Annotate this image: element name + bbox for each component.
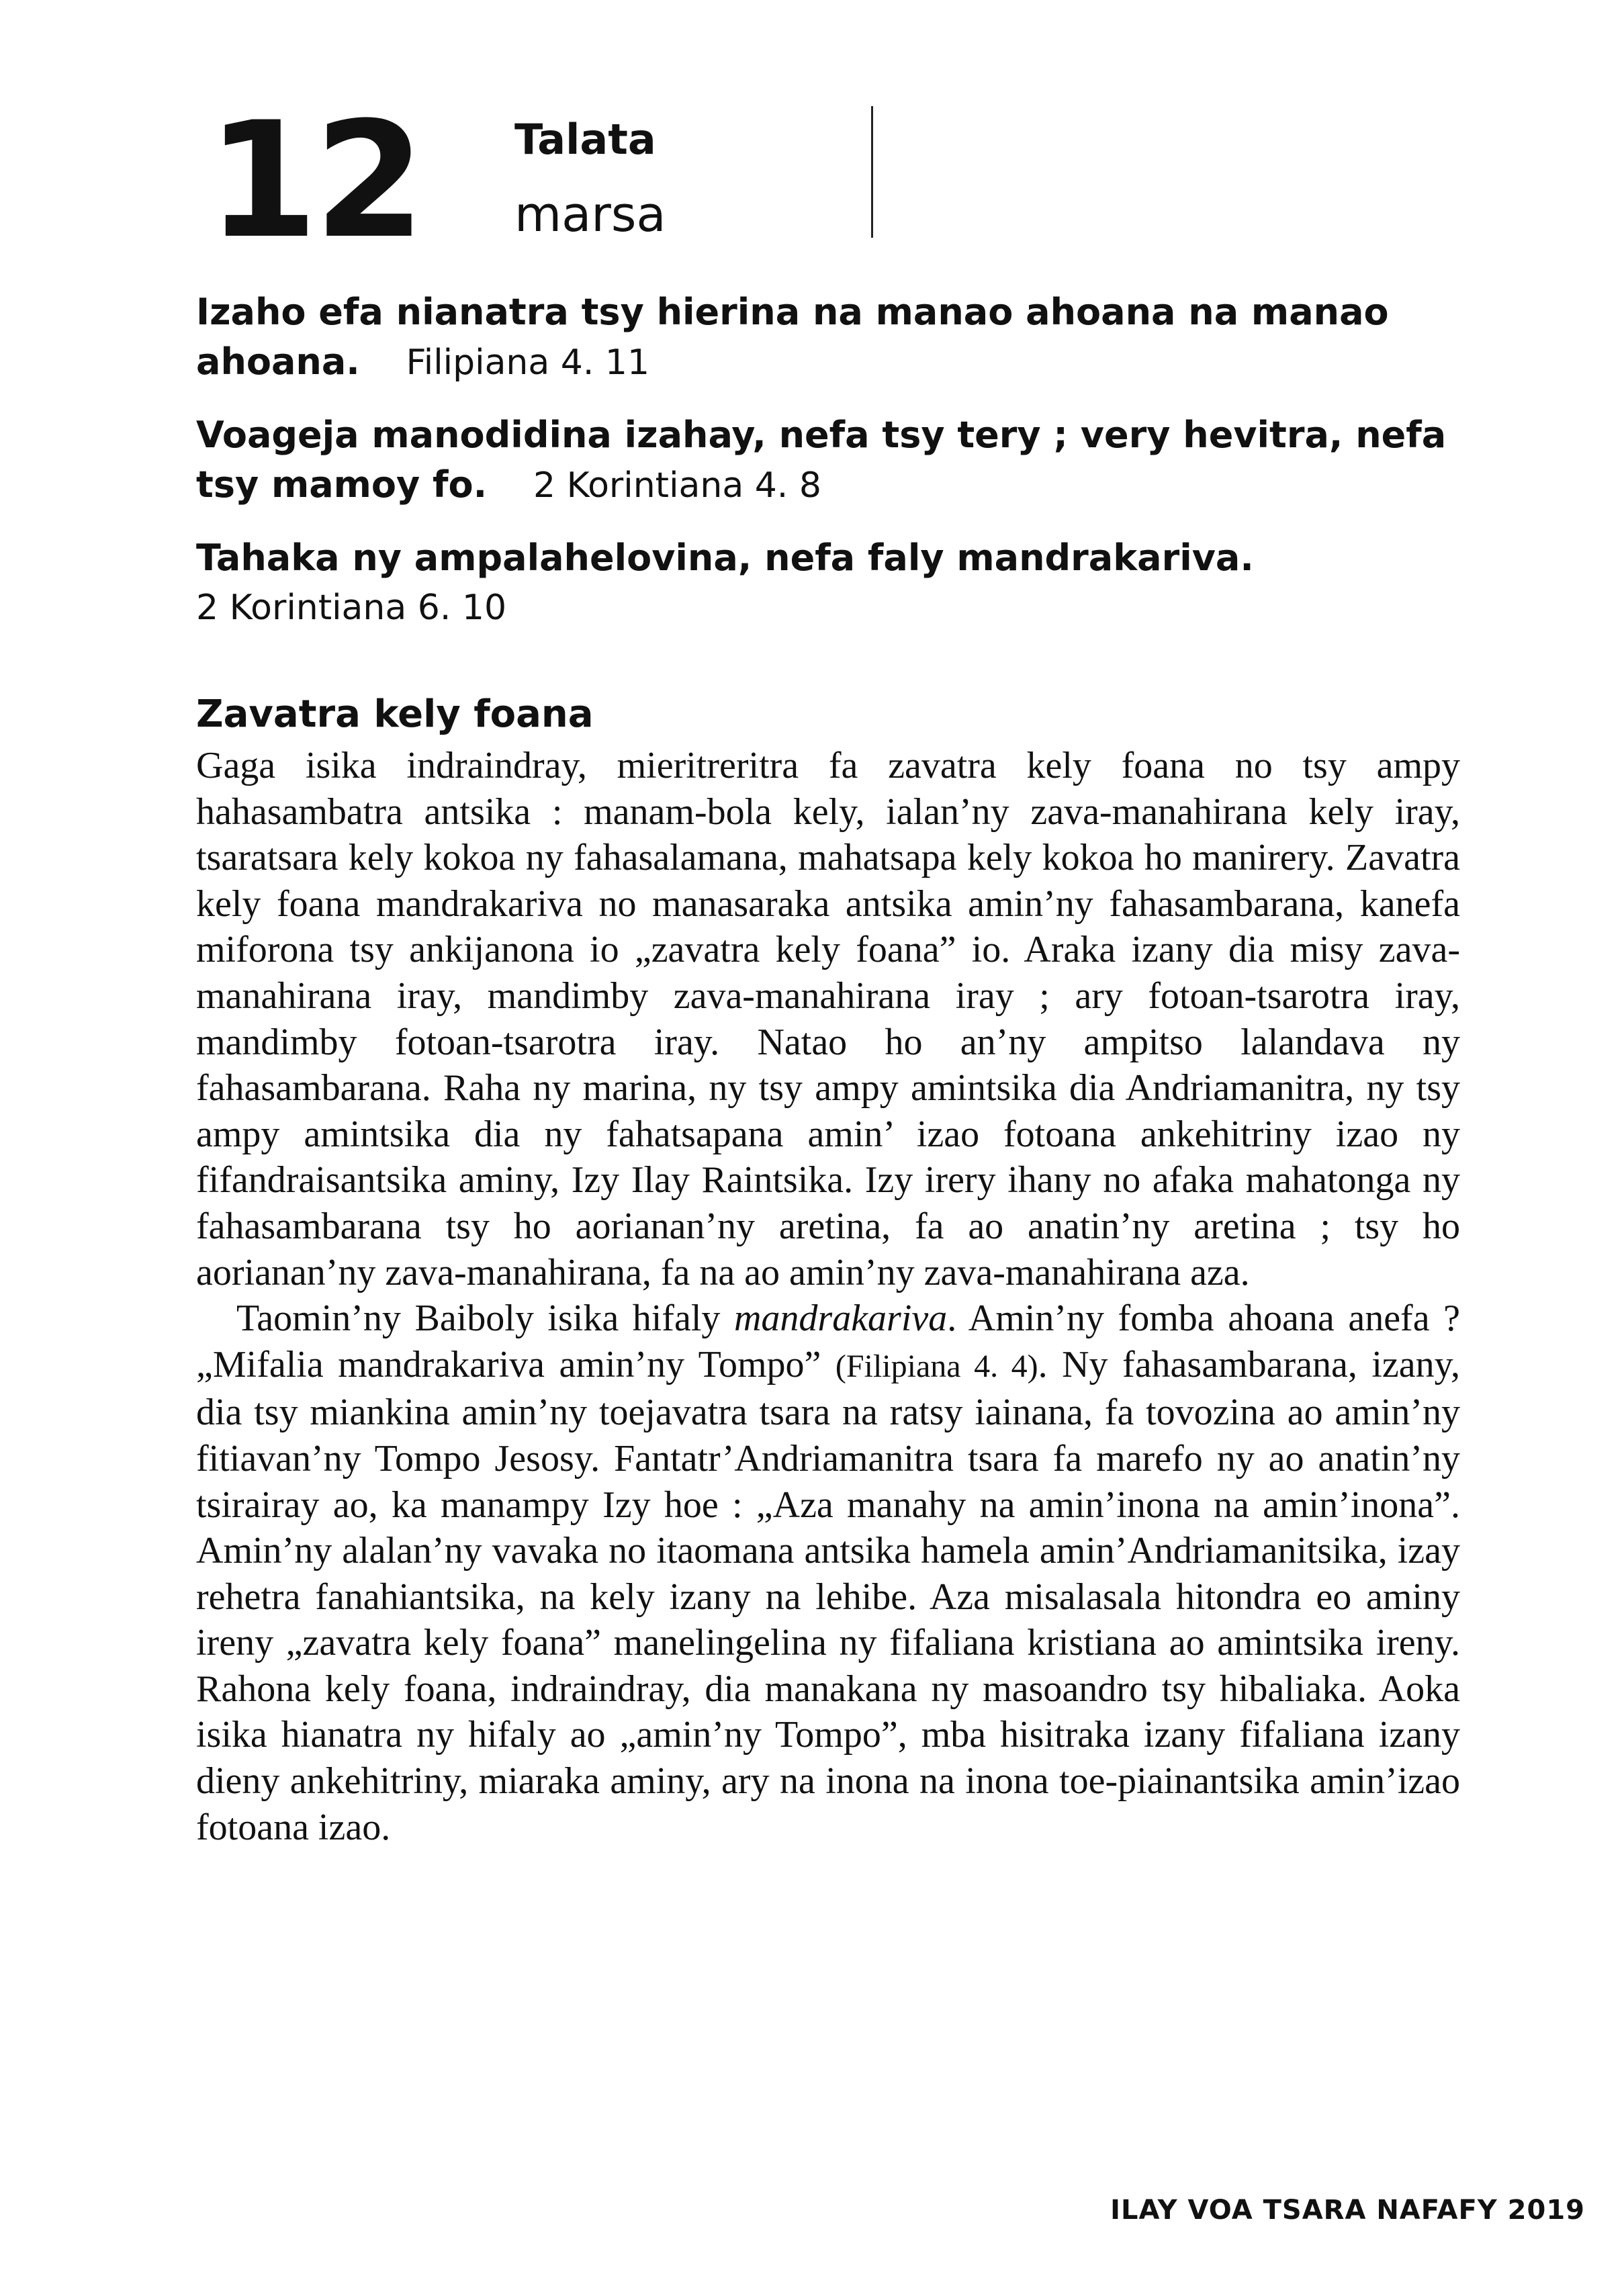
verse-1 <box>196 287 1459 388</box>
verse-3-text: Tahaka ny ampalahelovina, nefa faly mandrakariva. <box>196 537 1254 579</box>
devotion-paragraph-2 <box>196 1295 1460 1850</box>
devotion-paragraph-1: Gaga isika indraindray, mieritreritra fa zavatra kely foana no tsy ampy hahasambatra antsika : manam-bola kely, ialan’ny zava-manahirana kely iray, tsaratsara kely kokoa ny fahasalamana, mahatsapa kely kokoa ho manirery. Zavatra kely foana mandrakariva no manasaraka antsika amin’ny fahasambarana, kanefa miforona tsy ankijanona io „zavatra kely foana” io. Araka izany dia misy zava-manahirana iray, mandimby zava-manahirana iray ; ary fotoan-tsarotra iray, mandimby fotoan-tsarotra iray. Natao ho an’ny ampitso lalandava ny fahasambarana. Raha ny marina, ny tsy ampy amintsika dia Andriamanitra, ny tsy ampy amintsika dia ny fahatsapana amin’ izao fotoana ankehitriny izao ny fifandraisantsika aminy, Izy Ilay Raintsika. Izy irery ihany no afaka mahatonga ny fahasambarana tsy ho aorianan’ny aretina, fa ao anatin’ny aretina ; tsy ho aorianan’ny zava-manahirana, fa na ao amin’ny zava-manahirana aza. <box>196 745 1460 1293</box>
verse-3-ref: 2 Korintiana 6. 10 <box>196 588 507 628</box>
verse-list <box>196 287 1459 655</box>
p2-after: . Ny fahasambarana, izany, dia tsy miankina amin’ny toejavatra tsara na ratsy iainana, fa tovozina ao amin’ny fitiavan’ny Tompo Jesosy. Fantatr’Andriamanitra tsara fa marefo ny ao anatin’ny tsirairay ao, ka manampy Izy hoe : „Aza manahy na amin’inona na amin’inona”. Amin’ny alalan’ny vavaka no itaomana antsika hamela amin’Andriamanitsika, izay rehetra fanahiantsika, na kely izany na lehibe. Aza misalasala hitondra eo aminy ireny „zavatra kely foana” manelingelina ny fifaliana kristiana ao amintsika ireny. Rahona kely foana, indraindray, dia manakana ny masoandro tsy hibaliaka. Aoka isika hianatra ny hifaly ao „amin’ny Tompo”, mba hisitraka izany fifaliana izany dieny ankehitriny, miaraka aminy, ary na inona na inona toe-piainantsika amin’izao fotoana izao. <box>196 1343 1460 1848</box>
verse-2-ref: 2 Korintiana 4. 8 <box>533 465 821 506</box>
header-divider <box>871 106 873 238</box>
date-header <box>207 88 878 274</box>
p2-before: Taomin’ny Baiboly isika hifaly <box>236 1298 734 1340</box>
p2-scripture-ref: (Filipiana 4. 4) <box>835 1348 1038 1384</box>
weekday: Talata <box>514 115 656 164</box>
p2-emphasis: mandrakariva <box>733 1298 948 1340</box>
devotion-body <box>196 743 1460 1850</box>
verse-3 <box>196 533 1459 633</box>
month: marsa <box>514 186 666 242</box>
verse-1-ref: Filipiana 4. 11 <box>406 343 650 383</box>
publication-footer: ILAY VOA TSARA NAFAFY 2019 <box>1110 2195 1585 2226</box>
devotion-title: Zavatra kely foana <box>196 692 594 736</box>
verse-2-text: Voageja manodidina izahay, nefa tsy tery ; very hevitra, nefa tsy mamoy fo. <box>196 414 1447 506</box>
day-number: 12 <box>207 88 422 274</box>
p2-mid: . Amin’ny fomba ahoana anefa ? „Mifalia mandrakariva amin’ny Tompo” <box>196 1298 1460 1385</box>
verse-2 <box>196 410 1459 510</box>
verse-1-text: Izaho efa nianatra tsy hierina na manao ahoana na manao ahoana. <box>196 291 1389 383</box>
